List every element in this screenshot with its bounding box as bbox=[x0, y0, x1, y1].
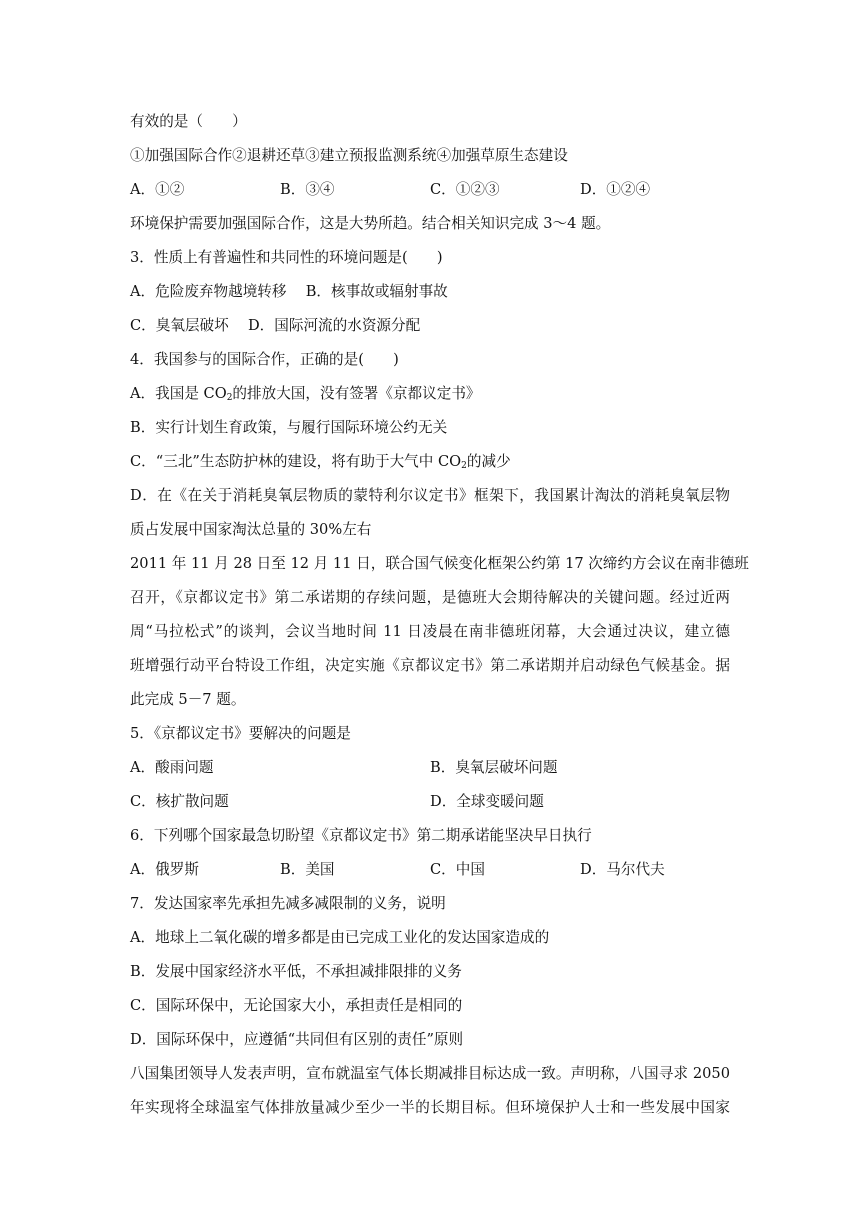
option-d: D．马尔代夫 bbox=[580, 861, 665, 878]
question-4-option-c bbox=[130, 452, 511, 472]
question-7-option-a: A．地球上二氧化碳的增多都是由已完成工业化的发达国家造成的 bbox=[130, 929, 550, 946]
paragraph-line: 年实现将全球温室气体排放量减少至少一半的长期目标。但环境保护人士和一些发展中国家 bbox=[130, 1099, 730, 1116]
question-4-option-b: B．实行计划生育政策，与履行国际环境公约无关 bbox=[130, 419, 448, 436]
option-a: A．①② bbox=[130, 181, 185, 198]
question-7-option-c: C．国际环保中，无论国家大小，承担责任是相同的 bbox=[130, 997, 463, 1014]
option-b: B．臭氧层破坏问题 bbox=[430, 759, 558, 776]
option-c: C．中国 bbox=[430, 861, 485, 878]
option-b: B．③④ bbox=[280, 181, 335, 198]
option-c: C．①②③ bbox=[430, 181, 500, 198]
option-d: D．全球变暖问题 bbox=[430, 793, 544, 810]
question-4-option-d-cont: 质占发展中国家淘汰总量的 30%左右 bbox=[130, 521, 372, 538]
question-5: 5．《京都议定书》要解决的问题是 bbox=[130, 725, 351, 742]
option-d: D．①②④ bbox=[580, 181, 651, 198]
question-7: 7．发达国家率先承担先减多减限制的义务，说明 bbox=[130, 895, 446, 912]
text-line: 有效的是（ ） bbox=[130, 113, 247, 130]
text-line: ①加强国际合作②退耕还草③建立预报监测系统④加强草原生态建设 bbox=[130, 147, 568, 164]
paragraph-line: 此完成 5－7 题。 bbox=[130, 691, 246, 708]
option-b: B．美国 bbox=[280, 861, 335, 878]
option-a: A．酸雨问题 bbox=[130, 759, 214, 776]
question-7-option-d: D．国际环保中，应遵循“共同但有区别的责任”原则 bbox=[130, 1031, 464, 1048]
paragraph-line: 周“马拉松式”的谈判，会议当地时间 11 日凌晨在南非德班闭幕，大会通过决议，建立德 bbox=[130, 623, 730, 640]
question-4: 4．我国参与的国际合作，正确的是( ) bbox=[130, 351, 399, 368]
option-text: 的排放大国，没有签署《京都议定书》 bbox=[232, 385, 481, 402]
option-text: C．“三北”生态防护林的建设，将有助于大气中 CO bbox=[130, 453, 462, 470]
option-text: 的减少 bbox=[466, 453, 511, 470]
paragraph-line: 八国集团领导人发表声明，宣布就温室气体长期减排目标达成一致。声明称，八国寻求 2050 bbox=[130, 1065, 730, 1082]
intro-line: 环境保护需要加强国际合作，这是大势所趋。结合相关知识完成 3～4 题。 bbox=[130, 215, 611, 232]
question-3: 3．性质上有普遍性和共同性的环境问题是( ) bbox=[130, 249, 443, 266]
question-3-options-cd: C．臭氧层破坏 D．国际河流的水资源分配 bbox=[130, 317, 421, 334]
option-c: C．核扩散问题 bbox=[130, 793, 229, 810]
paragraph-line: 班增强行动平台特设工作组，决定实施《京都议定书》第二承诺期并启动绿色气候基金。据 bbox=[130, 657, 730, 674]
paragraph-line: 召开，《京都议定书》第二承诺期的存续问题，是德班大会期待解决的关键问题。经过近两 bbox=[130, 589, 730, 606]
question-6: 6．下列哪个国家最急切盼望《京都议定书》第二期承诺能坚决早日执行 bbox=[130, 827, 592, 844]
question-7-option-b: B．发展中国家经济水平低，不承担减排限排的义务 bbox=[130, 963, 462, 980]
subscript: 2 bbox=[226, 393, 233, 403]
question-3-options-ab: A．危险废弃物越境转移 B．核事故或辐射事故 bbox=[130, 283, 448, 300]
option-a: A．俄罗斯 bbox=[130, 861, 199, 878]
question-4-option-a bbox=[130, 384, 481, 404]
subscript: 2 bbox=[461, 461, 467, 471]
option-text: A．我国是 CO bbox=[130, 385, 227, 402]
question-4-option-d: D．在《在关于消耗臭氧层物质的蒙特利尔议定书》框架下，我国累计淘汰的消耗臭氧层物 bbox=[130, 487, 730, 504]
paragraph-line: 2011 年 11 月 28 日至 12 月 11 日，联合国气候变化框架公约第 17 次缔约方会议在南非德班 bbox=[130, 555, 749, 572]
